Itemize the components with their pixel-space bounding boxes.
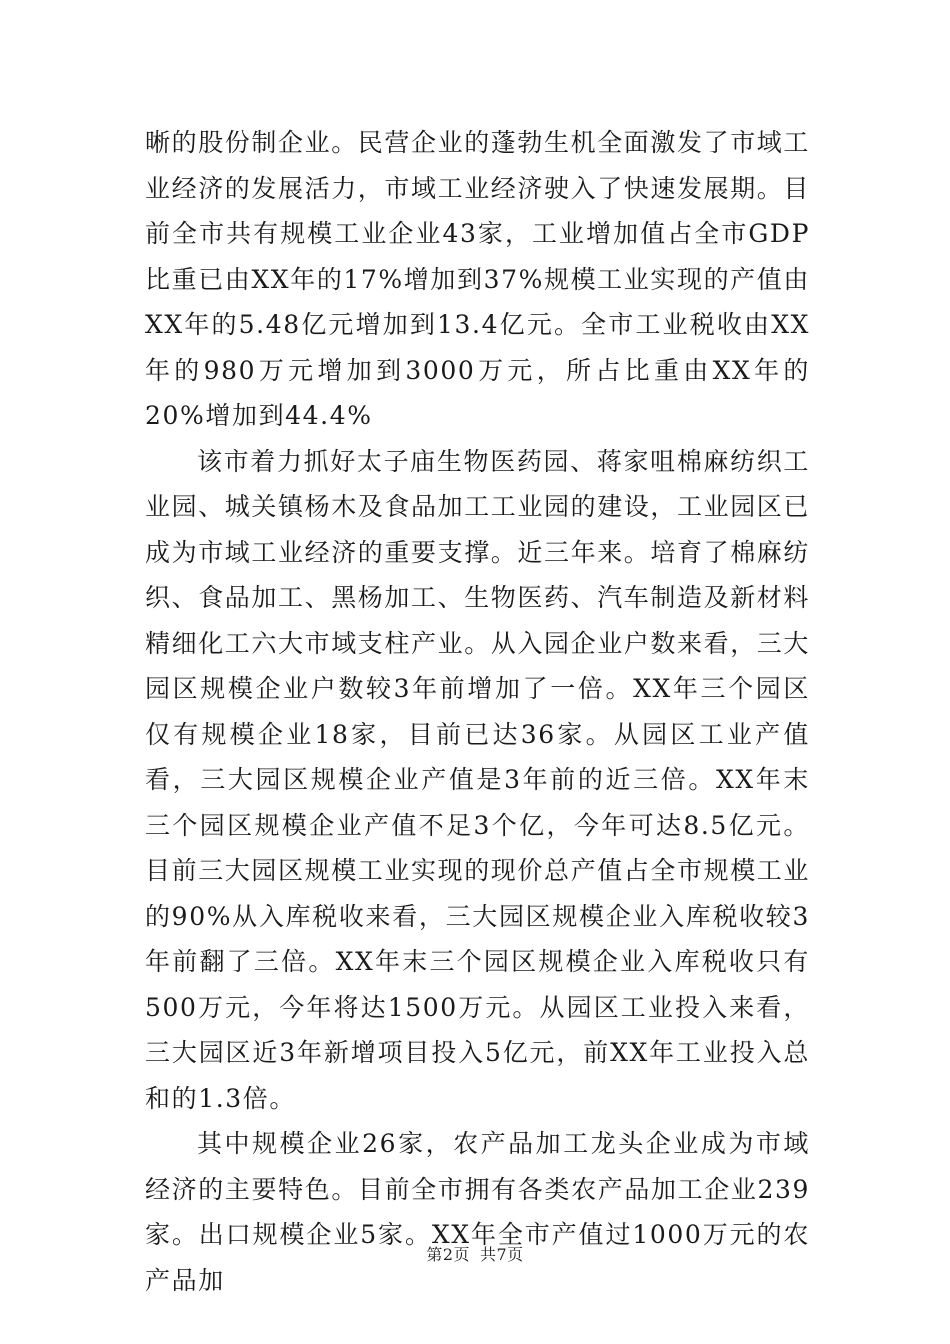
body-text <box>145 120 810 1303</box>
paragraph-2: 该市着力抓好太子庙生物医药园、蒋家咀棉麻纺织工业园、城关镇杨木及食品加工工业园的建设，工业园区已成为市域工业经济的重要支撑。近三年来。培育了棉麻纺织、食品加工、黑杨加工、生物医药、汽车制造及新材料精细化工六大市域支柱产业。从入园企业户数来看，三大园区规模企业户数较3年前增加了一倍。XX年三个园区仅有规模企业18家，目前已达36家。从园区工业产值看，三大园区规模企业产值是3年前的近三倍。XX年末三个园区规模企业产值不足3个亿，今年可达8.5亿元。目前三大园区规模工业实现的现价总产值占全市规模工业的90%从入库税收来看，三大园区规模企业入库税收较3年前翻了三倍。XX年末三个园区规模企业入库税收只有500万元，今年将达1500万元。从园区工业投入来看，三大园区近3年新增项目投入5亿元，前XX年工业投入总和的1.3倍。 <box>145 446 811 1113</box>
page-footer <box>0 1242 950 1265</box>
paragraph-3: 其中规模企业26家，农产品加工龙头企业成为市域经济的主要特色。目前全市拥有各类农产品加工企业239家。出口规模企业5家。XX年全市产值过1000万元的农产品加 <box>145 1129 810 1295</box>
page-number-total: 共7页 <box>480 1245 524 1264</box>
paragraph-1: 晰的股份制企业。民营企业的蓬勃生机全面激发了市域工业经济的发展活力，市域工业经济驶入了快速发展期。目前全市共有规模工业企业43家，工业增加值占全市GDP比重已由XX年的17%增加到37%规模工业实现的产值由XX年的5.48亿元增加到13.4亿元。全市工业税收由XX年的980万元增加到3000万元，所占比重由XX年的20%增加到44.4% <box>145 128 811 430</box>
page-number-current: 第2页 <box>426 1245 470 1264</box>
